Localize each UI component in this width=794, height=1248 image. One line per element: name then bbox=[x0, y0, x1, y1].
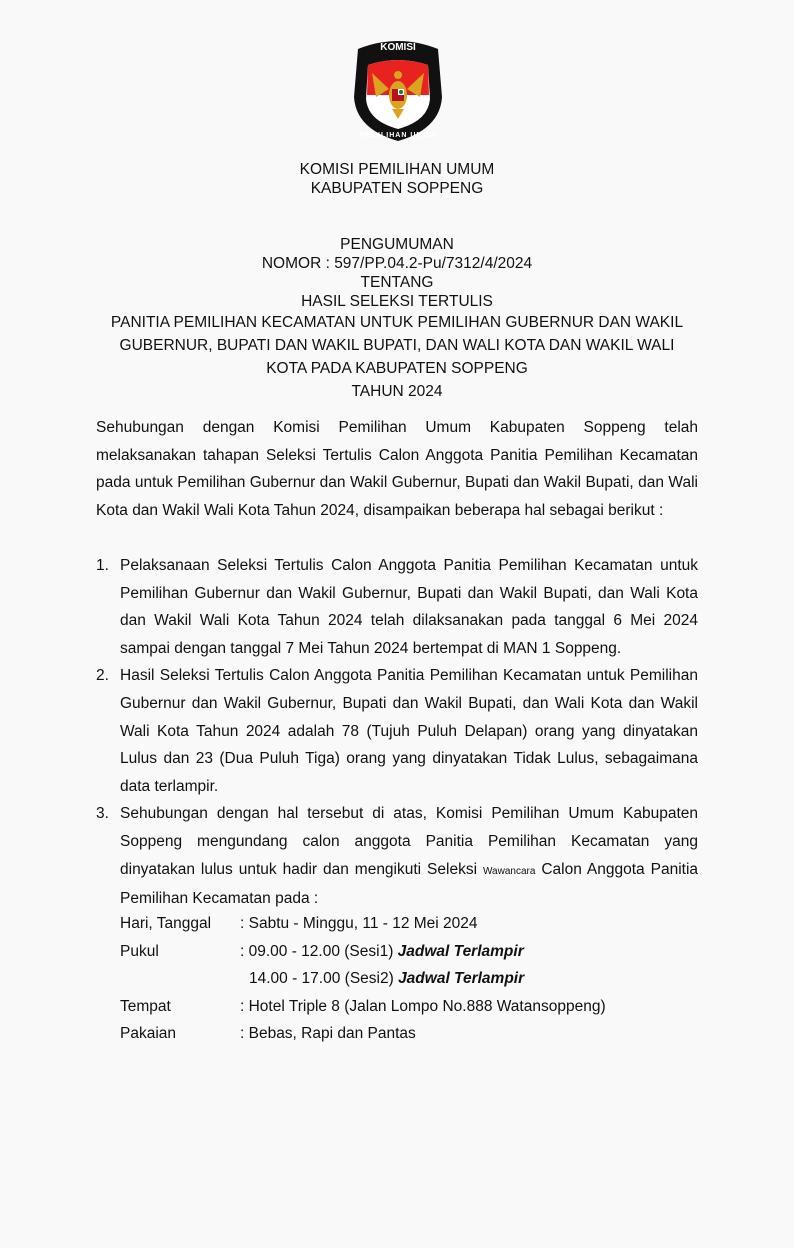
list-number: 1. bbox=[96, 557, 109, 574]
detail-value: : Sabtu - Minggu, 11 - 12 Mei 2024 bbox=[240, 915, 478, 932]
list-item bbox=[96, 662, 698, 800]
detail-value: : Bebas, Rapi dan Pantas bbox=[240, 1025, 416, 1043]
doc-type: PENGUMUMAN bbox=[340, 236, 454, 253]
list-text-small: Wawancara bbox=[482, 865, 536, 877]
doc-subject: HASIL SELEKSI TERTULIS bbox=[301, 293, 493, 310]
list-text: Pelaksanaan Seleksi Tertulis Calon Anggota Panitia Pemilihan Kecamatan untuk Pemilihan Gubernur dan Wakil Gubernur, Bupati dan Wakil Bupati, dan Wali Kota dan Wakil Wali Kota Tahun 2024 telah dilaksanakan pada tanggal 6 Mei 2024 sampai dengan tanggal 7 Mei Tahun 2024 bertempat di MAN 1 Soppeng. bbox=[120, 557, 698, 657]
list-text: Hasil Seleksi Tertulis Calon Anggota Panitia Pemilihan Kecamatan untuk Pemilihan Gubernur dan Wakil Gubernur, Bupati dan Wakil Bupati, dan Wali Kota dan Wakil Wali Kota Tahun 2024 adalah 78 (Tujuh Puluh Delapan) orang yang dinyatakan Lulus dan 23 (Dua Puluh Tiga) orang yang dinyatakan Tidak Lulus, sebagaimana data terlampir. bbox=[120, 667, 698, 795]
kpu-logo-icon bbox=[350, 37, 446, 143]
detail-label: Pukul bbox=[120, 942, 159, 960]
detail-row bbox=[120, 938, 606, 966]
announcement-title bbox=[0, 235, 794, 403]
detail-label: Hari, Tanggal bbox=[120, 915, 212, 932]
list-text: Calon Anggota Panitia Pemilihan Kecamatan pada : bbox=[120, 860, 699, 908]
svg-text:KOMISI: KOMISI bbox=[380, 42, 416, 53]
doc-subject-line: GUBERNUR, BUPATI DAN WAKIL BUPATI, DAN WALI KOTA DAN WAKIL WALI bbox=[119, 337, 675, 354]
org-name: KOMISI PEMILIHAN UMUM bbox=[299, 161, 495, 178]
detail-row bbox=[120, 965, 606, 993]
org-region: KABUPATEN SOPPENG bbox=[310, 180, 484, 197]
schedule-note: Jadwal Terlampir bbox=[398, 970, 525, 988]
detail-label: Pakaian bbox=[120, 1025, 177, 1043]
doc-subject-line: PANITIA PEMILIHAN KECAMATAN UNTUK PEMILIHAN GUBERNUR DAN WAKIL bbox=[110, 314, 684, 331]
detail-label bbox=[120, 965, 240, 993]
list-item bbox=[96, 800, 698, 912]
letterhead bbox=[0, 160, 794, 198]
doc-about: TENTANG bbox=[360, 274, 434, 291]
detail-label: Tempat bbox=[120, 997, 171, 1015]
doc-subject-line: KOTA PADA KABUPATEN SOPPENG bbox=[266, 360, 528, 377]
schedule-note: Jadwal Terlampir bbox=[397, 942, 524, 960]
detail-row bbox=[120, 993, 606, 1021]
detail-value: 14.00 - 17.00 (Sesi2) Jadwal Terlampir bbox=[249, 970, 525, 988]
detail-value: : 09.00 - 12.00 (Sesi1) Jadwal Terlampir bbox=[240, 942, 524, 960]
doc-number: NOMOR : 597/PP.04.2-Pu/7312/4/2024 bbox=[261, 255, 533, 272]
list-number: 3. bbox=[96, 805, 109, 823]
schedule-details bbox=[120, 910, 606, 1048]
list-text: Sehubungan dengan hal tersebut di atas, Komisi Pemilihan Umum Kabupaten Soppeng mengundang calon anggota Panitia Pemilihan Kecamatan yang dinyatakan lulus untuk hadir dan mengikuti Seleksi bbox=[120, 805, 698, 878]
numbered-list bbox=[96, 552, 698, 913]
detail-row bbox=[120, 1020, 606, 1048]
svg-text:PEMILIHAN UMUM: PEMILIHAN UMUM bbox=[359, 132, 437, 139]
list-number: 2. bbox=[96, 667, 109, 685]
doc-year: TAHUN 2024 bbox=[351, 383, 443, 400]
detail-row bbox=[120, 910, 606, 938]
intro-paragraph: Sehubungan dengan Komisi Pemilihan Umum Kabupaten Soppeng telah melaksanakan tahapan Seleksi Tertulis Calon Anggota Panitia Pemilihan Kecamatan pada untuk Pemilihan Gubernur dan Wakil Gubernur, Bupati dan Wakil Bupati, dan Wali Kota dan Wakil Wali Kota Tahun 2024, disampaikan beberapa hal sebagai berikut : bbox=[96, 419, 698, 519]
list-item bbox=[96, 552, 698, 662]
detail-value: : Hotel Triple 8 (Jalan Lompo No.888 Watansoppeng) bbox=[240, 997, 606, 1015]
